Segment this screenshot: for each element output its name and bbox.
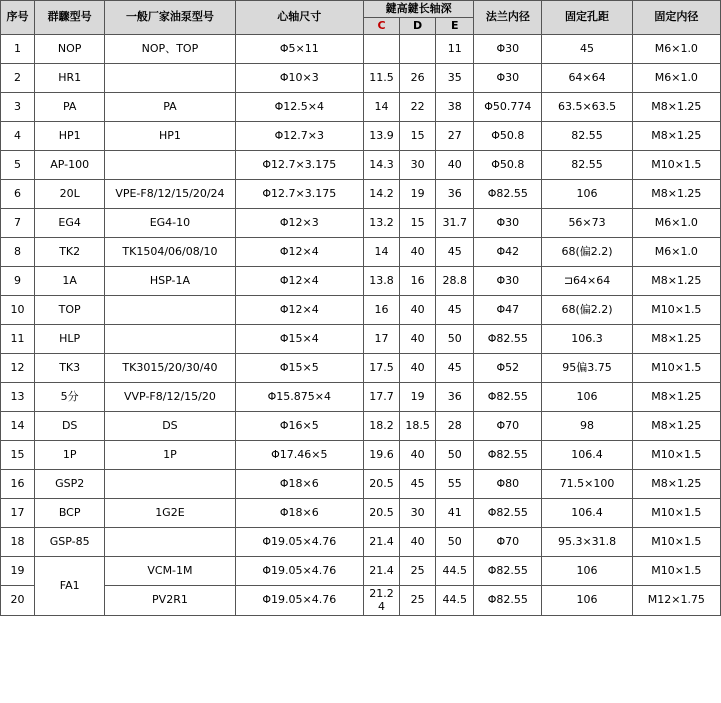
column-header-c: C <box>363 17 399 34</box>
table-row <box>1 527 721 556</box>
cell-c: 19.6 <box>363 440 399 469</box>
cell-shaft: Φ15×5 <box>235 353 363 382</box>
cell-pump: HP1 <box>105 121 235 150</box>
cell-hole: ⊐64×64 <box>542 266 632 295</box>
cell-inner: M12×1.75 <box>632 585 720 616</box>
cell-hole: 106 <box>542 179 632 208</box>
cell-pump: PV2R1 <box>105 585 235 616</box>
table-row <box>1 556 721 585</box>
table-row <box>1 150 721 179</box>
cell-shaft: Φ12×4 <box>235 266 363 295</box>
column-header-seq: 序号 <box>1 1 35 35</box>
cell-d: 40 <box>400 237 436 266</box>
cell-flange: Φ50.8 <box>474 150 542 179</box>
cell-model: EG4 <box>35 208 105 237</box>
cell-shaft: Φ15.875×4 <box>235 382 363 411</box>
cell-e: 28.8 <box>436 266 474 295</box>
cell-flange: Φ50.8 <box>474 121 542 150</box>
cell-e: 50 <box>436 527 474 556</box>
cell-model: AP-100 <box>35 150 105 179</box>
cell-model: GSP2 <box>35 469 105 498</box>
cell-shaft: Φ16×5 <box>235 411 363 440</box>
cell-pump: TK1504/06/08/10 <box>105 237 235 266</box>
table-row <box>1 585 721 616</box>
cell-flange: Φ30 <box>474 266 542 295</box>
cell-flange: Φ50.774 <box>474 92 542 121</box>
cell-seq: 18 <box>1 527 35 556</box>
cell-c: 14.2 <box>363 179 399 208</box>
cell-d: 18.5 <box>400 411 436 440</box>
cell-inner: M10×1.5 <box>632 295 720 324</box>
cell-e: 45 <box>436 237 474 266</box>
cell-seq: 16 <box>1 469 35 498</box>
table-body <box>1 34 721 616</box>
cell-model: DS <box>35 411 105 440</box>
cell-shaft: Φ12.7×3.175 <box>235 179 363 208</box>
cell-c: 16 <box>363 295 399 324</box>
cell-hole: 106.4 <box>542 440 632 469</box>
cell-inner: M10×1.5 <box>632 498 720 527</box>
cell-inner: M10×1.5 <box>632 527 720 556</box>
cell-hole: 64×64 <box>542 63 632 92</box>
cell-model: BCP <box>35 498 105 527</box>
cell-c: 14 <box>363 237 399 266</box>
cell-e: 27 <box>436 121 474 150</box>
cell-c: 21.4 <box>363 527 399 556</box>
cell-shaft: Φ15×4 <box>235 324 363 353</box>
cell-c: 17.7 <box>363 382 399 411</box>
cell-c: 14 <box>363 92 399 121</box>
table-row <box>1 411 721 440</box>
cell-hole: 95偏3.75 <box>542 353 632 382</box>
cell-model: GSP-85 <box>35 527 105 556</box>
cell-d: 15 <box>400 208 436 237</box>
cell-inner: M6×1.0 <box>632 63 720 92</box>
cell-model: 20L <box>35 179 105 208</box>
cell-model: PA <box>35 92 105 121</box>
cell-d: 45 <box>400 469 436 498</box>
cell-pump <box>105 527 235 556</box>
cell-shaft: Φ19.05×4.76 <box>235 527 363 556</box>
cell-c: 21.4 <box>363 556 399 585</box>
cell-shaft: Φ19.05×4.76 <box>235 556 363 585</box>
cell-inner: M8×1.25 <box>632 382 720 411</box>
cell-hole: 106.4 <box>542 498 632 527</box>
column-header-model: 群驟型号 <box>35 1 105 35</box>
cell-hole: 68(偏2.2) <box>542 295 632 324</box>
cell-e: 28 <box>436 411 474 440</box>
cell-hole: 106 <box>542 556 632 585</box>
cell-pump: EG4-10 <box>105 208 235 237</box>
cell-inner: M10×1.5 <box>632 150 720 179</box>
column-header-pump: 一般厂家油泵型号 <box>105 1 235 35</box>
cell-flange: Φ80 <box>474 469 542 498</box>
table-row <box>1 324 721 353</box>
cell-c: 17 <box>363 324 399 353</box>
table-row <box>1 498 721 527</box>
table-row <box>1 237 721 266</box>
cell-pump: 1P <box>105 440 235 469</box>
cell-inner: M8×1.25 <box>632 469 720 498</box>
cell-d: 30 <box>400 498 436 527</box>
cell-e: 35 <box>436 63 474 92</box>
cell-pump <box>105 324 235 353</box>
cell-d: 40 <box>400 295 436 324</box>
cell-pump: VCM-1M <box>105 556 235 585</box>
column-header-spline-group: 鍵高鍵长轴深 <box>363 1 473 18</box>
cell-shaft: Φ12×3 <box>235 208 363 237</box>
cell-shaft: Φ19.05×4.76 <box>235 585 363 616</box>
cell-shaft: Φ18×6 <box>235 498 363 527</box>
cell-hole: 68(偏2.2) <box>542 237 632 266</box>
cell-seq: 19 <box>1 556 35 585</box>
cell-seq: 14 <box>1 411 35 440</box>
cell-hole: 71.5×100 <box>542 469 632 498</box>
cell-model: 1A <box>35 266 105 295</box>
cell-c: 18.2 <box>363 411 399 440</box>
cell-seq: 13 <box>1 382 35 411</box>
cell-seq: 20 <box>1 585 35 616</box>
cell-d: 19 <box>400 382 436 411</box>
cell-c: 21.24 <box>363 585 399 616</box>
cell-hole: 82.55 <box>542 150 632 179</box>
cell-seq: 9 <box>1 266 35 295</box>
cell-seq: 1 <box>1 34 35 63</box>
cell-e: 45 <box>436 353 474 382</box>
cell-shaft: Φ17.46×5 <box>235 440 363 469</box>
table-row <box>1 295 721 324</box>
cell-shaft: Φ5×11 <box>235 34 363 63</box>
cell-hole: 63.5×63.5 <box>542 92 632 121</box>
cell-seq: 17 <box>1 498 35 527</box>
cell-shaft: Φ12.7×3 <box>235 121 363 150</box>
cell-c: 11.5 <box>363 63 399 92</box>
cell-d: 16 <box>400 266 436 295</box>
cell-hole: 106 <box>542 382 632 411</box>
cell-d: 22 <box>400 92 436 121</box>
cell-model: NOP <box>35 34 105 63</box>
cell-c: 13.2 <box>363 208 399 237</box>
table-row <box>1 34 721 63</box>
cell-d: 15 <box>400 121 436 150</box>
cell-pump: DS <box>105 411 235 440</box>
cell-flange: Φ47 <box>474 295 542 324</box>
table-row <box>1 208 721 237</box>
cell-flange: Φ30 <box>474 63 542 92</box>
table-row <box>1 469 721 498</box>
cell-e: 41 <box>436 498 474 527</box>
cell-pump: 1G2E <box>105 498 235 527</box>
cell-d: 40 <box>400 527 436 556</box>
cell-inner: M6×1.0 <box>632 208 720 237</box>
cell-inner: M8×1.25 <box>632 411 720 440</box>
cell-model: HR1 <box>35 63 105 92</box>
cell-pump: HSP-1A <box>105 266 235 295</box>
cell-model: FA1 <box>35 556 105 616</box>
table-row <box>1 382 721 411</box>
column-header-flange: 法兰内径 <box>474 1 542 35</box>
column-header-shaft: 心轴尺寸 <box>235 1 363 35</box>
cell-hole: 98 <box>542 411 632 440</box>
cell-flange: Φ30 <box>474 34 542 63</box>
cell-hole: 82.55 <box>542 121 632 150</box>
table-row <box>1 353 721 382</box>
column-header-inner: 固定内径 <box>632 1 720 35</box>
cell-e: 50 <box>436 440 474 469</box>
cell-d: 30 <box>400 150 436 179</box>
cell-pump <box>105 295 235 324</box>
table-row <box>1 121 721 150</box>
cell-e: 38 <box>436 92 474 121</box>
cell-hole: 95.3×31.8 <box>542 527 632 556</box>
cell-flange: Φ52 <box>474 353 542 382</box>
cell-seq: 15 <box>1 440 35 469</box>
cell-flange: Φ82.55 <box>474 498 542 527</box>
cell-d: 40 <box>400 324 436 353</box>
cell-flange: Φ82.55 <box>474 556 542 585</box>
cell-c: 20.5 <box>363 498 399 527</box>
cell-seq: 7 <box>1 208 35 237</box>
cell-model: 5分 <box>35 382 105 411</box>
cell-d: 25 <box>400 556 436 585</box>
header-row-main <box>1 1 721 18</box>
cell-d: 40 <box>400 440 436 469</box>
cell-inner: M10×1.5 <box>632 353 720 382</box>
cell-inner: M10×1.5 <box>632 440 720 469</box>
table-row <box>1 440 721 469</box>
cell-d: 25 <box>400 585 436 616</box>
cell-e: 55 <box>436 469 474 498</box>
cell-shaft: Φ18×6 <box>235 469 363 498</box>
table-row <box>1 179 721 208</box>
cell-shaft: Φ12×4 <box>235 237 363 266</box>
cell-pump: VPE-F8/12/15/20/24 <box>105 179 235 208</box>
cell-seq: 3 <box>1 92 35 121</box>
cell-c: 13.8 <box>363 266 399 295</box>
cell-e: 31.7 <box>436 208 474 237</box>
cell-e: 11 <box>436 34 474 63</box>
cell-c: 13.9 <box>363 121 399 150</box>
cell-seq: 8 <box>1 237 35 266</box>
cell-shaft: Φ12.5×4 <box>235 92 363 121</box>
cell-seq: 12 <box>1 353 35 382</box>
cell-inner: M10×1.5 <box>632 556 720 585</box>
cell-e: 36 <box>436 179 474 208</box>
cell-pump: TK3015/20/30/40 <box>105 353 235 382</box>
cell-shaft: Φ12.7×3.175 <box>235 150 363 179</box>
cell-flange: Φ70 <box>474 411 542 440</box>
cell-inner: M6×1.0 <box>632 237 720 266</box>
cell-d <box>400 34 436 63</box>
cell-e: 40 <box>436 150 474 179</box>
cell-pump: VVP-F8/12/15/20 <box>105 382 235 411</box>
cell-model: TK2 <box>35 237 105 266</box>
cell-e: 44.5 <box>436 585 474 616</box>
cell-pump: PA <box>105 92 235 121</box>
cell-inner: M6×1.0 <box>632 34 720 63</box>
cell-pump <box>105 469 235 498</box>
column-header-hole: 固定孔距 <box>542 1 632 35</box>
cell-flange: Φ82.55 <box>474 324 542 353</box>
cell-d: 26 <box>400 63 436 92</box>
cell-flange: Φ42 <box>474 237 542 266</box>
cell-c: 14.3 <box>363 150 399 179</box>
table-row <box>1 266 721 295</box>
column-header-d: D <box>400 17 436 34</box>
table-row <box>1 92 721 121</box>
cell-c <box>363 34 399 63</box>
cell-flange: Φ82.55 <box>474 382 542 411</box>
cell-flange: Φ70 <box>474 527 542 556</box>
cell-inner: M8×1.25 <box>632 266 720 295</box>
cell-shaft: Φ12×4 <box>235 295 363 324</box>
column-header-e: E <box>436 17 474 34</box>
cell-d: 40 <box>400 353 436 382</box>
cell-pump: NOP、TOP <box>105 34 235 63</box>
cell-flange: Φ82.55 <box>474 440 542 469</box>
cell-flange: Φ30 <box>474 208 542 237</box>
cell-seq: 10 <box>1 295 35 324</box>
cell-model: 1P <box>35 440 105 469</box>
cell-inner: M8×1.25 <box>632 121 720 150</box>
cell-e: 44.5 <box>436 556 474 585</box>
cell-flange: Φ82.55 <box>474 585 542 616</box>
cell-pump <box>105 63 235 92</box>
cell-hole: 106.3 <box>542 324 632 353</box>
cell-c: 17.5 <box>363 353 399 382</box>
cell-seq: 6 <box>1 179 35 208</box>
cell-seq: 11 <box>1 324 35 353</box>
cell-e: 50 <box>436 324 474 353</box>
cell-inner: M8×1.25 <box>632 179 720 208</box>
cell-c: 20.5 <box>363 469 399 498</box>
cell-flange: Φ82.55 <box>474 179 542 208</box>
cell-model: TK3 <box>35 353 105 382</box>
cell-inner: M8×1.25 <box>632 92 720 121</box>
cell-seq: 4 <box>1 121 35 150</box>
cell-e: 45 <box>436 295 474 324</box>
cell-shaft: Φ10×3 <box>235 63 363 92</box>
cell-hole: 45 <box>542 34 632 63</box>
cell-model: HP1 <box>35 121 105 150</box>
cell-hole: 56×73 <box>542 208 632 237</box>
cell-e: 36 <box>436 382 474 411</box>
cell-model: HLP <box>35 324 105 353</box>
cell-model: TOP <box>35 295 105 324</box>
table-row <box>1 63 721 92</box>
cell-d: 19 <box>400 179 436 208</box>
cell-hole: 106 <box>542 585 632 616</box>
table-header <box>1 1 721 35</box>
cell-seq: 2 <box>1 63 35 92</box>
cell-pump <box>105 150 235 179</box>
cell-inner: M8×1.25 <box>632 324 720 353</box>
cell-seq: 5 <box>1 150 35 179</box>
